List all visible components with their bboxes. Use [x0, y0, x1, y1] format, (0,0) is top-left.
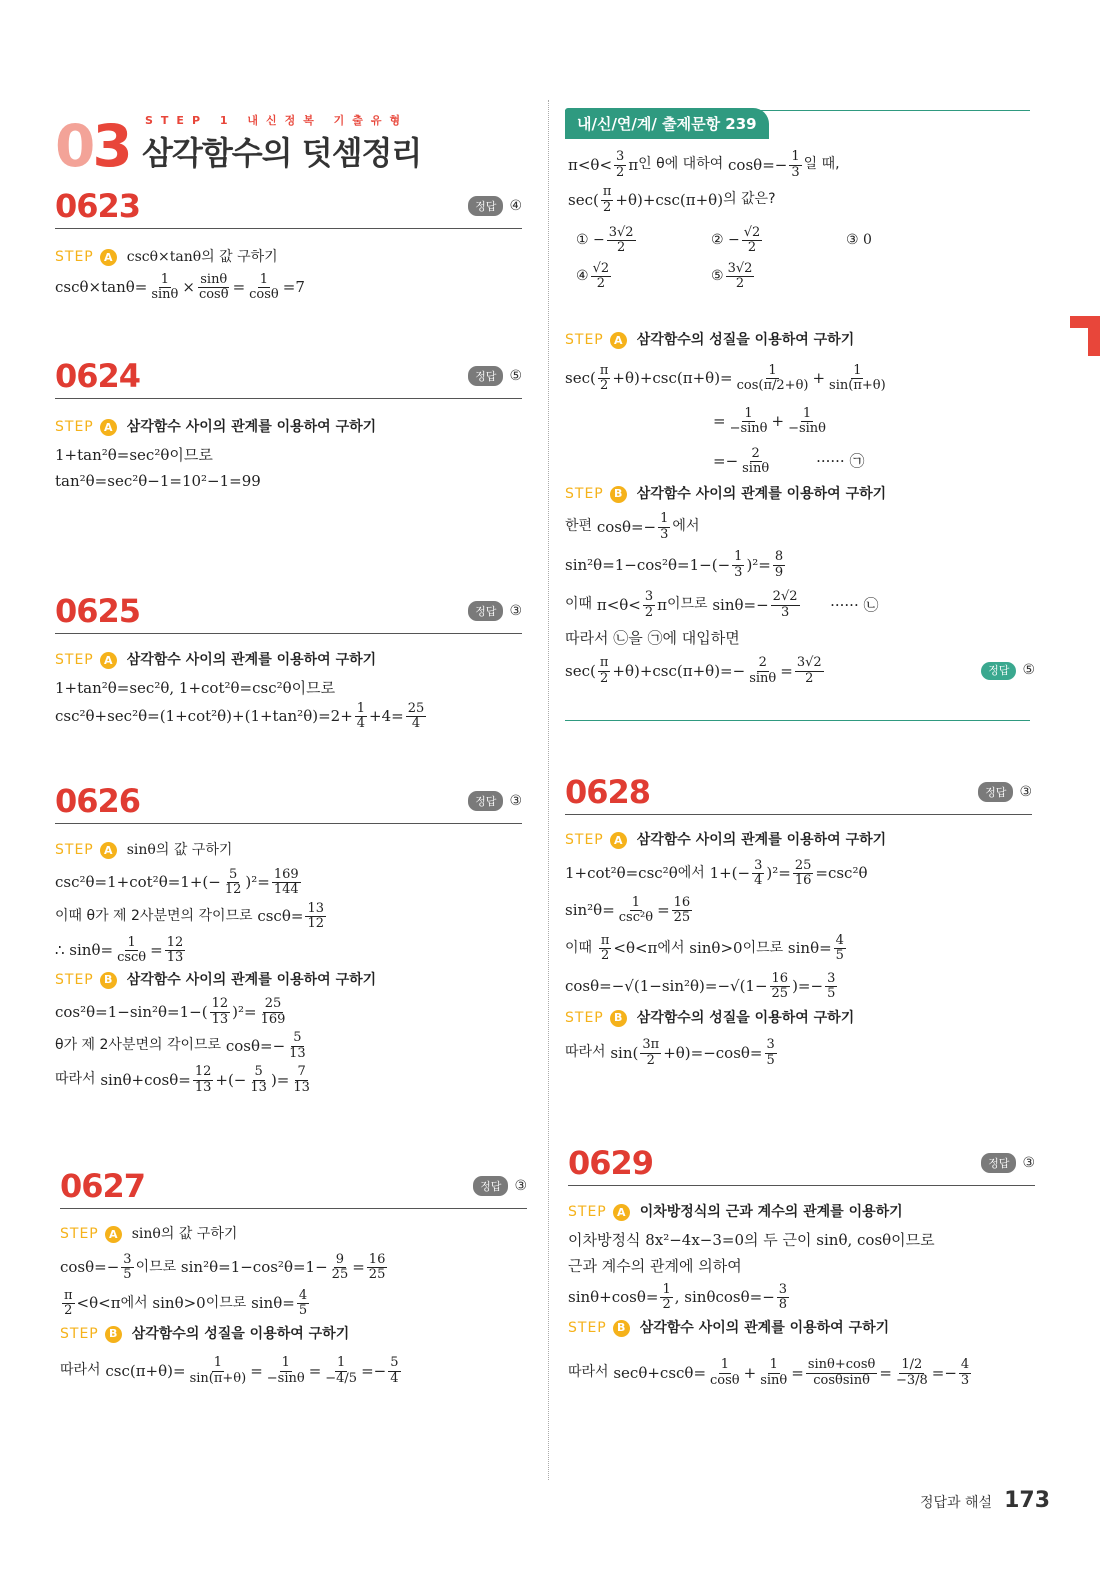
solution-line: cosθ=−√(1−sin²θ)=−√(1− $\frac{16}{25}$ )=− $\frac{3}{5}$ [565, 970, 836, 1001]
fraction: $\frac{\sin\theta+\cos\theta}{\cos\theta\sin\theta}$ [807, 1357, 876, 1388]
answer [473, 1176, 527, 1208]
answer [468, 366, 522, 398]
fraction: $\frac{3\pi}{2}$ [642, 1037, 660, 1068]
page-number: 173 [1004, 1488, 1051, 1513]
fraction: $\frac{3}{8}$ [778, 1281, 788, 1312]
column-divider [548, 100, 549, 1480]
step-letter-a: A [100, 249, 117, 266]
question-header-0626 [55, 782, 522, 824]
box-bottom-line [565, 720, 1030, 721]
answer-badge: 정답 [468, 601, 503, 621]
question-number: 0629 [568, 1144, 654, 1182]
step-tag: STEP [60, 1325, 99, 1342]
step-tag: STEP [55, 842, 94, 858]
fraction: $\frac{16}{25}$ [368, 1251, 386, 1282]
solution-line: 따라서 ㉡을 ㉠에 대입하면 [565, 628, 740, 647]
fraction: $\frac{1}{-\sin\theta}$ [729, 405, 768, 436]
fraction: $\frac{3}{5}$ [766, 1037, 775, 1068]
answer-value: ⑤ [509, 368, 522, 384]
footer-label: 정답과 해설 [920, 1495, 993, 1511]
step-letter-b: B [105, 1326, 122, 1343]
fraction: $\frac{\pi}{2}$ [602, 184, 612, 215]
step-letter-a: A [105, 1226, 122, 1243]
fraction: $\frac{16}{25}$ [673, 894, 691, 925]
solution-line: 1+tan²θ=sec²θ, 1+cot²θ=csc²θ이므로 [55, 679, 336, 698]
step-tag: STEP [565, 485, 604, 502]
step-tag: STEP [55, 249, 94, 265]
fraction: $\frac{3}{2}$ [616, 149, 625, 180]
solution-0626 [55, 838, 525, 1097]
solution-line: csc²θ=1+cot²θ=1+(− $\frac{5}{12}$ )²= $\frac{169}{144}$ [55, 866, 299, 897]
fraction: $\frac{5}{13}$ [289, 1030, 306, 1061]
step-desc: 삼각함수 사이의 관계를 이용하여 구하기 [126, 419, 377, 435]
fraction: $\frac{3}{5}$ [827, 970, 836, 1001]
step-tag: STEP [55, 419, 94, 435]
step-a [55, 249, 525, 267]
solution-line: sec( $\frac{\pi}{2}$ +θ)+csc(π+θ)= $\frac{1}{\cos(\pi/2+\theta)}$ + $\frac{1}{\sin(\pi+\theta)}$ [565, 362, 886, 393]
solution-line: 1+cot²θ=csc²θ 에서 1+(− $\frac{3}{4}$ )²= $\frac{25}{16}$ =csc²θ [565, 857, 868, 888]
answer-badge: 정답 [468, 196, 503, 216]
fraction: $\frac{9}{25}$ [331, 1251, 349, 1282]
fraction: $\frac{13}{12}$ [307, 900, 324, 931]
option-1: ① − $\frac{3√2}{2}$ [576, 225, 634, 256]
fraction: $\frac{3}{4}$ [754, 857, 763, 888]
fraction: $\frac{1}{\sin(\pi+\theta)}$ [189, 1355, 247, 1386]
option-5: ⑤ $\frac{3√2}{2}$ [711, 260, 753, 291]
step-desc: 이차방정식의 근과 계수의 관계를 이용하기 [639, 1204, 903, 1220]
solution-line: ∴ sinθ= $\frac{1}{\csc\theta}$ = $\frac{12}{13}$ [55, 934, 184, 965]
fraction: $\frac{\pi}{2}$ [599, 362, 609, 393]
question-number: 0627 [60, 1167, 146, 1205]
fraction: $\frac{\pi}{2}$ [600, 932, 610, 963]
step-desc: sinθ의 값 구하기 [126, 842, 233, 858]
step-desc: sinθ의 값 구하기 [131, 1226, 238, 1242]
answer-badge: 정답 [473, 1176, 508, 1196]
solution-line: 따라서 sin( $\frac{3\pi}{2}$ +θ)=−cosθ= $\frac{3}{5}$ [565, 1037, 775, 1068]
solution-line: csc²θ+sec²θ=(1+cot²θ)+(1+tan²θ)=2+ $\frac{1}{4}$ +4= $\frac{25}{4}$ [55, 700, 425, 731]
solution-line: 한편 cosθ=− $\frac{1}{3}$ 에서 [565, 511, 700, 542]
step-a [55, 842, 525, 860]
step-desc: 삼각함수의 성질을 이용하여 구하기 [131, 1325, 350, 1342]
answer-value: ③ [1022, 1155, 1035, 1171]
fraction: $\frac{4}{5}$ [298, 1287, 308, 1318]
fraction: $\frac{1}{4}$ [356, 700, 366, 731]
step-letter-a: A [613, 1204, 630, 1221]
fraction: $\frac{25}{16}$ [794, 857, 812, 888]
step-a [565, 832, 1035, 850]
step-desc: 삼각함수 사이의 관계를 이용하여 구하기 [126, 971, 377, 988]
answer-badge: 정답 [978, 782, 1013, 802]
step-desc: 삼각함수 사이의 관계를 이용하여 구하기 [639, 1319, 890, 1336]
fraction: $\frac{12}{13}$ [166, 934, 184, 965]
question-header-0627 [60, 1167, 527, 1209]
linked-solution [565, 328, 1035, 691]
step-letter-a: A [100, 419, 117, 436]
answer-badge: 정답 [981, 662, 1016, 680]
option-2: ② − $\frac{√2}{2}$ [711, 225, 761, 256]
step-letter-a: A [610, 332, 627, 349]
solution-line: 이때 $\frac{\pi}{2}$ <θ<π 에서 sinθ>0 이므로 sinθ= $\frac{4}{5}$ [565, 932, 844, 963]
fraction: $\frac{1}{\cos\theta}$ [249, 271, 279, 302]
solution-0624 [55, 415, 525, 495]
answer-value: ③ [1019, 784, 1032, 800]
question-number: 0623 [55, 187, 141, 225]
question-header-0623 [55, 187, 522, 229]
fraction: $\frac{\sin\theta}{\cos\theta}$ [198, 271, 229, 302]
fraction: $\frac{\pi}{2}$ [64, 1287, 73, 1318]
fraction: $\frac{1}{3}$ [660, 511, 669, 542]
step-desc: 삼각함수 사이의 관계를 이용하여 구하기 [126, 652, 377, 668]
step-a [565, 332, 1035, 350]
fraction: $\frac{8}{9}$ [774, 549, 784, 580]
fraction: $\frac{1}{-\sin\theta}$ [788, 405, 826, 436]
solution-line: 따라서 sinθ+cosθ= $\frac{12}{13}$ +(− $\frac{5}{13}$ )= $\frac{7}{13}$ [55, 1064, 310, 1095]
fraction: $\frac{1}{-4/5}$ [325, 1355, 358, 1386]
fraction: $\frac{25}{4}$ [407, 700, 425, 731]
solution-line: sinθ+cosθ= $\frac{1}{2}$ , sinθcosθ=− $\frac{3}{8}$ [568, 1281, 788, 1312]
fraction: $\frac{3}{2}$ [644, 589, 654, 620]
fraction: $\frac{1}{3}$ [791, 149, 800, 180]
step-desc: 삼각함수의 성질을 이용하여 구하기 [636, 332, 855, 348]
chapter-step-label: STEP 1 내신정복 기출유형 [145, 114, 409, 127]
chapter-tab-mark [1070, 316, 1100, 356]
step-b [565, 1010, 1035, 1028]
fraction: $\frac{5}{13}$ [250, 1064, 267, 1095]
solution-0629 [568, 1200, 1038, 1403]
solution-line: =− $\frac{2}{\sin\theta}$ ······ ㉠ [713, 445, 865, 476]
answer [981, 1153, 1035, 1185]
solution-line: 이때 π<θ< $\frac{3}{2}$ π 이므로 sinθ=− $\frac{2√2}{3}$ ······ ㉡ [565, 589, 879, 620]
linked-question-tag: 내/신/연/계/ 출제문항 239 [565, 108, 769, 139]
fraction: $\frac{√2}{2}$ [592, 260, 610, 291]
fraction: $\frac{1}{\sin(\pi+\theta)}$ [829, 362, 886, 393]
step-a [568, 1204, 1038, 1222]
fraction: $\frac{4}{3}$ [960, 1357, 970, 1388]
answer [468, 791, 522, 823]
step-tag: STEP [568, 1204, 607, 1220]
fraction: $\frac{1}{\cos(\pi/2+\theta)}$ [736, 362, 809, 393]
fraction: $\frac{1}{\sin\theta}$ [151, 271, 179, 302]
fraction: $\frac{12}{13}$ [194, 1064, 212, 1095]
step-letter-b: B [100, 972, 117, 989]
solution-line: 1+tan²θ=sec²θ이므로 [55, 446, 213, 465]
step-desc: cscθ×tanθ의 값 구하기 [126, 249, 278, 265]
question-number: 0628 [565, 773, 651, 811]
answer-badge: 정답 [468, 366, 503, 386]
option-3: ③ 0 [846, 232, 872, 249]
step-a [55, 652, 525, 670]
step-b [565, 486, 1035, 504]
question-number: 0626 [55, 782, 141, 820]
fraction: $\frac{1}{3}$ [734, 549, 743, 580]
step-b [60, 1326, 530, 1344]
page-footer [920, 1488, 1050, 1513]
fraction: $\frac{1}{\sin\theta}$ [760, 1357, 788, 1388]
solution-0625 [55, 648, 525, 731]
fraction: $\frac{2}{\sin\theta}$ [742, 445, 770, 476]
solution-line: cosθ=− $\frac{3}{5}$ 이므로 sin²θ=1−cos²θ=1− $\frac{9}{25}$ = $\frac{16}{25}$ [60, 1251, 386, 1282]
question-text: sec( $\frac{\pi}{2}$ +θ)+csc(π+θ) 의 값은? [568, 184, 776, 215]
fraction: $\frac{3}{5}$ [123, 1251, 132, 1282]
step-b [55, 972, 525, 990]
answer-value: ③ [514, 1178, 527, 1194]
answer-value: ④ [509, 198, 522, 214]
step-tag: STEP [55, 652, 94, 668]
step-tag: STEP [565, 332, 604, 348]
answer [981, 662, 1035, 680]
chapter-number: 03 [55, 112, 130, 180]
step-tag: STEP [565, 1009, 604, 1026]
fraction: $\frac{3√2}{2}$ [727, 260, 753, 291]
solution-line: = $\frac{1}{-\sin\theta}$ + $\frac{1}{-\sin\theta}$ [713, 405, 826, 436]
step-tag: STEP [60, 1226, 99, 1242]
solution-line: cscθ×tanθ= $\frac{1}{\sin\theta}$ × $\frac{\sin\theta}{\cos\theta}$ = $\frac{1}{\cos\theta}$ =7 [55, 271, 305, 302]
fraction: $\frac{1/2}{-3/8}$ [895, 1357, 928, 1388]
step-letter-b: B [610, 1010, 627, 1027]
fraction: $\frac{5}{12}$ [224, 866, 242, 897]
step-letter-a: A [100, 842, 117, 859]
fraction: $\frac{\pi}{2}$ [599, 655, 609, 686]
step-letter-a: A [610, 832, 627, 849]
fraction: $\frac{16}{25}$ [771, 970, 789, 1001]
question-header-0625 [55, 592, 522, 634]
solution-line: 이때 θ가 제 2사분면의 각이므로 cscθ= $\frac{13}{12}$ [55, 900, 324, 931]
answer-value: ③ [509, 793, 522, 809]
question-number: 0624 [55, 357, 141, 395]
answer-badge: 정답 [468, 791, 503, 811]
question-header-0629 [568, 1144, 1035, 1186]
step-letter-b: B [613, 1320, 630, 1337]
solution-line: 따라서 secθ+cscθ= $\frac{1}{\cos\theta}$ + $\frac{1}{\sin\theta}$ = $\frac{\sin\theta+\cos\theta}{\cos\theta\sin\theta}$ = $\frac{1/2}{-3/8}$ =− $\frac{4}{3}$ [568, 1357, 970, 1388]
solution-line: $\frac{\pi}{2}$ <θ<π 에서 sinθ>0 이므로 sinθ= $\frac{4}{5}$ [64, 1287, 308, 1318]
fraction: $\frac{1}{\csc\theta}$ [117, 934, 147, 965]
solution-0628 [565, 828, 1035, 1073]
fraction: $\frac{2}{\sin\theta}$ [749, 655, 777, 686]
step-b [568, 1320, 1038, 1338]
answer [978, 782, 1032, 814]
step-desc: 삼각함수의 성질을 이용하여 구하기 [636, 1009, 855, 1026]
step-letter-b: B [610, 486, 627, 503]
fraction: $\frac{1}{\text{csc²θ}}$ [618, 894, 654, 925]
solution-line: 근과 계수의 관계에 의하여 [568, 1257, 742, 1276]
question-number: 0625 [55, 592, 141, 630]
question-header-0628 [565, 773, 1032, 815]
fraction: $\frac{1}{-\sin\theta}$ [266, 1355, 305, 1386]
step-tag: STEP [55, 971, 94, 988]
solution-0627 [60, 1222, 530, 1393]
step-letter-a: A [100, 652, 117, 669]
step-desc: 삼각함수 사이의 관계를 이용하여 구하기 [636, 832, 887, 848]
solution-line: sec( $\frac{\pi}{2}$ +θ)+csc(π+θ)=− $\frac{2}{\sin\theta}$ = $\frac{3√2}{2}$ 정답 ⑤ [565, 655, 1035, 686]
question-header-0624 [55, 357, 522, 399]
fraction: $\frac{1}{2}$ [662, 1281, 671, 1312]
step-tag: STEP [568, 1319, 607, 1336]
solution-line: θ가 제 2사분면의 각이므로 cosθ=− $\frac{5}{13}$ [55, 1030, 306, 1061]
answer [468, 601, 522, 633]
fraction: $\frac{12}{13}$ [211, 996, 229, 1027]
fraction: $\frac{1}{\cos\theta}$ [710, 1357, 740, 1388]
chapter-title: 삼각함수의 덧셈정리 [142, 134, 422, 172]
step-a [60, 1226, 530, 1244]
fraction: $\frac{5}{4}$ [390, 1355, 399, 1386]
fraction: $\frac{25}{169}$ [260, 996, 286, 1027]
solution-line: tan²θ=sec²θ−1=10²−1=99 [55, 472, 261, 491]
answer [468, 196, 522, 228]
answer-badge: 정답 [981, 1153, 1016, 1173]
option-4: ④ $\frac{√2}{2}$ [576, 260, 610, 291]
step-tag: STEP [565, 832, 604, 848]
linked-question [568, 148, 1028, 291]
fraction: $\frac{3√2}{2}$ [608, 225, 634, 256]
step-a [55, 419, 525, 437]
fraction: $\frac{3√2}{2}$ [796, 655, 822, 686]
solution-line: sin²θ=1−cos²θ=1−(− $\frac{1}{3}$ )²= $\frac{8}{9}$ [565, 549, 784, 580]
answer-value: ⑤ [1022, 662, 1035, 679]
solution-line: 이차방정식 8x²−4x−3=0의 두 근이 sinθ, cosθ이므로 [568, 1231, 935, 1250]
solution-line: cos²θ=1−sin²θ=1−( $\frac{12}{13}$ )²= $\frac{25}{169}$ [55, 996, 286, 1027]
solution-0623 [55, 245, 525, 302]
fraction: $\frac{169}{144}$ [273, 866, 299, 897]
solution-line: sin²θ= $\frac{1}{\text{csc²θ}}$ = $\frac{16}{25}$ [565, 894, 691, 925]
fraction: $\frac{√2}{2}$ [743, 225, 761, 256]
step-desc: 삼각함수 사이의 관계를 이용하여 구하기 [636, 485, 887, 502]
fraction: $\frac{7}{13}$ [293, 1064, 310, 1095]
solution-line: 따라서 csc(π+θ)= $\frac{1}{\sin(\pi+\theta)}$ = $\frac{1}{-\sin\theta}$ = $\frac{1}{-4/5}$ =− $\frac{5}{4}$ [60, 1355, 399, 1386]
fraction: $\frac{4}{5}$ [835, 932, 844, 963]
fraction: $\frac{2√2}{3}$ [772, 589, 798, 620]
question-text: π<θ< $\frac{3}{2}$ π 인 θ에 대하여 cosθ=− $\frac{1}{3}$ 일 때, [568, 149, 840, 180]
options [576, 226, 1028, 291]
answer-value: ③ [509, 603, 522, 619]
